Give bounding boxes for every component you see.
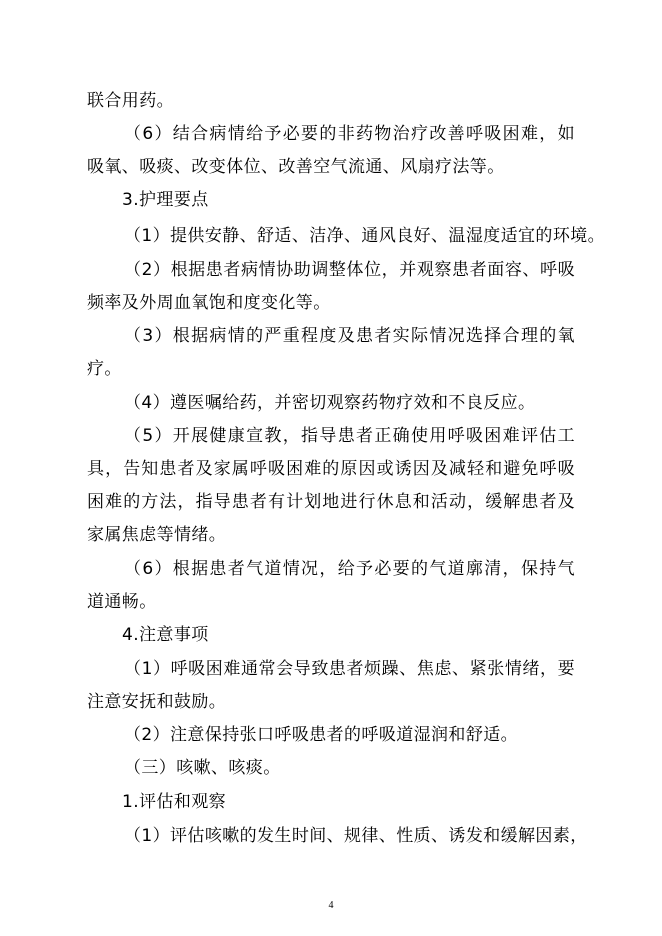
page-number: 4 xyxy=(328,900,334,911)
section-heading: 1.评估和观察 xyxy=(122,792,227,812)
text-line: （6）结合病情给予必要的非药物治疗改善呼吸困难，如 xyxy=(124,124,575,144)
text-line: （4）遵医嘱给药，并密切观察药物疗效和不良反应。 xyxy=(124,393,536,413)
text-line: 家属焦虑等情绪。 xyxy=(87,525,227,545)
text-line: 疗。 xyxy=(87,359,122,379)
text-line: （2）根据患者病情协助调整体位，并观察患者面容、呼吸 xyxy=(124,260,575,280)
text-line: 道通畅。 xyxy=(87,592,157,612)
text-line: （3）根据病情的严重程度及患者实际情况选择合理的氧 xyxy=(124,326,575,346)
text-line: 联合用药。 xyxy=(87,91,174,111)
section-heading: 3.护理要点 xyxy=(122,190,209,210)
text-line: 吸氧、吸痰、改变体位、改善空气流通、风扇疗法等。 xyxy=(87,157,505,177)
text-line: （1）呼吸困难通常会导致患者烦躁、焦虑、紧张情绪，要 xyxy=(124,659,575,679)
section-heading: （三）咳嗽、咳痰。 xyxy=(124,758,281,778)
text-line: （6）根据患者气道情况，给予必要的气道廓清，保持气 xyxy=(124,559,575,579)
text-line: （2）注意保持张口呼吸患者的呼吸道湿润和舒适。 xyxy=(124,725,519,745)
text-line: 注意安抚和鼓励。 xyxy=(87,692,227,712)
text-line: 具，告知患者及家属呼吸困难的原因或诱因及减轻和避免呼吸 xyxy=(87,459,575,479)
text-line: （5）开展健康宣教，指导患者正确使用呼吸困难评估工 xyxy=(124,426,575,446)
section-heading: 4.注意事项 xyxy=(122,625,209,645)
text-line: 困难的方法，指导患者有计划地进行休息和活动，缓解患者及 xyxy=(87,492,575,512)
text-line: （1）评估咳嗽的发生时间、规律、性质、诱发和缓解因素， xyxy=(124,826,588,846)
text-line: （1）提供安静、舒适、洁净、通风良好、温湿度适宜的环境。 xyxy=(124,226,606,246)
text-line: 频率及外周血氧饱和度变化等。 xyxy=(87,293,331,313)
